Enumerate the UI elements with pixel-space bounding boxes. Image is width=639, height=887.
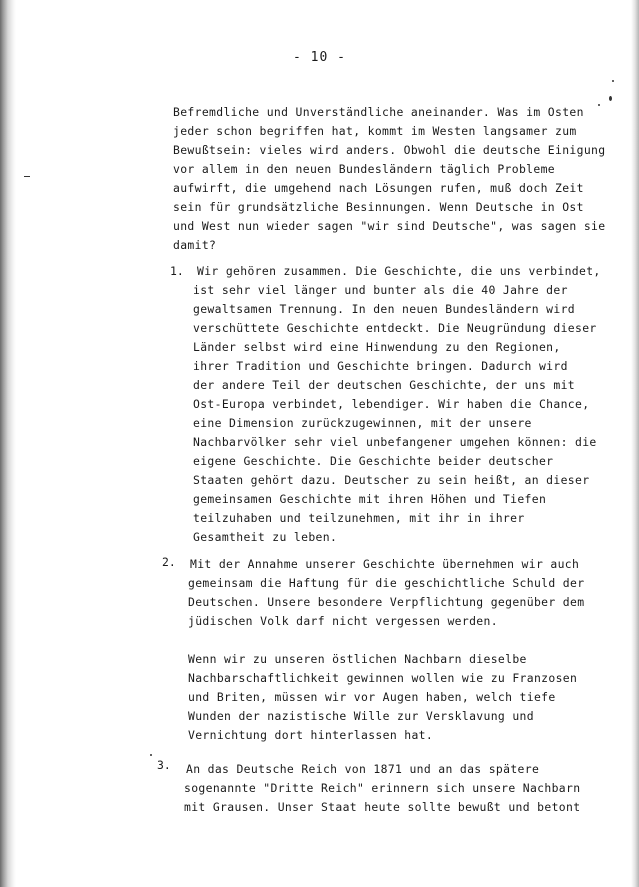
- text-line: Nachbarschaftlichkeit gewinnen wollen wie zu Franzosen: [188, 671, 578, 685]
- text-line: jeder schon begriffen hat, kommt im Westen langsamer zum: [173, 124, 577, 138]
- text-line: der andere Teil der deutschen Geschichte, der uns mit: [193, 378, 576, 392]
- text-line: gemeinsam die Haftung für die geschichtliche Schuld der: [188, 576, 585, 590]
- text-line: An das Deutsche Reich von 1871 und an das spätere: [186, 762, 540, 776]
- text-line: damit?: [173, 238, 217, 252]
- list-item-number: 3.: [157, 758, 171, 772]
- scan-right-edge: [631, 0, 639, 887]
- text-line: Ost-Europa verbindet, lebendiger. Wir haben die Chance,: [193, 397, 590, 411]
- text-line: mit Grausen. Unser Staat heute sollte bewußt und betont: [184, 800, 581, 814]
- text-line: gewaltsamen Trennung. In den neuen Bundesländern wird: [193, 302, 576, 316]
- scan-speck: [612, 80, 614, 82]
- text-line: Deutschen. Unsere besondere Verpflichtung gegenüber dem: [188, 595, 585, 609]
- text-line: ihrer Tradition und Geschichte bringen. Dadurch wird: [193, 359, 568, 373]
- text-line: Wenn wir zu unseren östlichen Nachbarn dieselbe: [188, 652, 527, 666]
- text-line: teilzuhaben und teilzunehmen, mit ihr in ihrer: [193, 511, 525, 525]
- scan-speck: [24, 176, 30, 177]
- text-line: sein für grundsätzliche Besinnungen. Wenn Deutsche in Ost: [173, 200, 584, 214]
- text-line: Befremdliche und Unverständliche aneinander. Was im Osten: [173, 105, 584, 119]
- scan-speck: [150, 754, 152, 756]
- page-number: - 10 -: [293, 50, 346, 65]
- scan-speck: [609, 96, 612, 101]
- text-line: eine Dimension zurückzugewinnen, mit der unsere: [193, 416, 532, 430]
- text-line: und West nun wieder sagen "wir sind Deutsche", was sagen sie: [173, 219, 606, 233]
- text-line: Bewußtsein: vieles wird anders. Obwohl die deutsche Einigung: [173, 143, 606, 157]
- text-line: Wunden der nazistische Wille zur Versklavung und: [188, 709, 534, 723]
- text-line: gemeinsamen Geschichte mit ihren Höhen und Tiefen: [193, 492, 547, 506]
- text-line: ist sehr viel länger und bunter als die 40 Jahre der: [193, 283, 568, 297]
- text-line: Länder selbst wird eine Hinwendung zu den Regionen,: [193, 340, 561, 354]
- text-line: aufwirft, die umgehend nach Lösungen rufen, muß doch Zeit: [173, 181, 584, 195]
- text-line: Mit der Annahme unserer Geschichte übernehmen wir auch: [190, 557, 580, 571]
- text-line: eigene Geschichte. Die Geschichte beider deutscher: [193, 454, 554, 468]
- text-line: Gesamtheit zu leben.: [193, 530, 338, 544]
- scan-speck: [598, 104, 600, 106]
- text-line: Staaten gehört dazu. Deutscher zu sein heißt, an dieser: [193, 473, 590, 487]
- text-line: und Briten, müssen wir vor Augen haben, welch tiefe: [188, 690, 556, 704]
- text-line: Vernichtung dort hinterlassen hat.: [188, 728, 434, 742]
- text-line: Nachbarvölker sehr viel unbefangener umgehen können: die: [193, 435, 597, 449]
- list-item-number: 2.: [162, 555, 176, 569]
- scan-left-edge: [0, 0, 16, 887]
- text-line: Wir gehören zusammen. Die Geschichte, die uns verbindet,: [197, 264, 601, 278]
- list-item-number: 1.: [170, 264, 184, 278]
- text-line: verschüttete Geschichte entdeckt. Die Neugründung dieser: [193, 321, 597, 335]
- text-line: jüdischen Volk darf nicht vergessen werden.: [188, 614, 498, 628]
- text-line: vor allem in den neuen Bundesländern täglich Probleme: [173, 162, 556, 176]
- text-line: sogenannte "Dritte Reich" erinnern sich unsere Nachbarn: [184, 781, 581, 795]
